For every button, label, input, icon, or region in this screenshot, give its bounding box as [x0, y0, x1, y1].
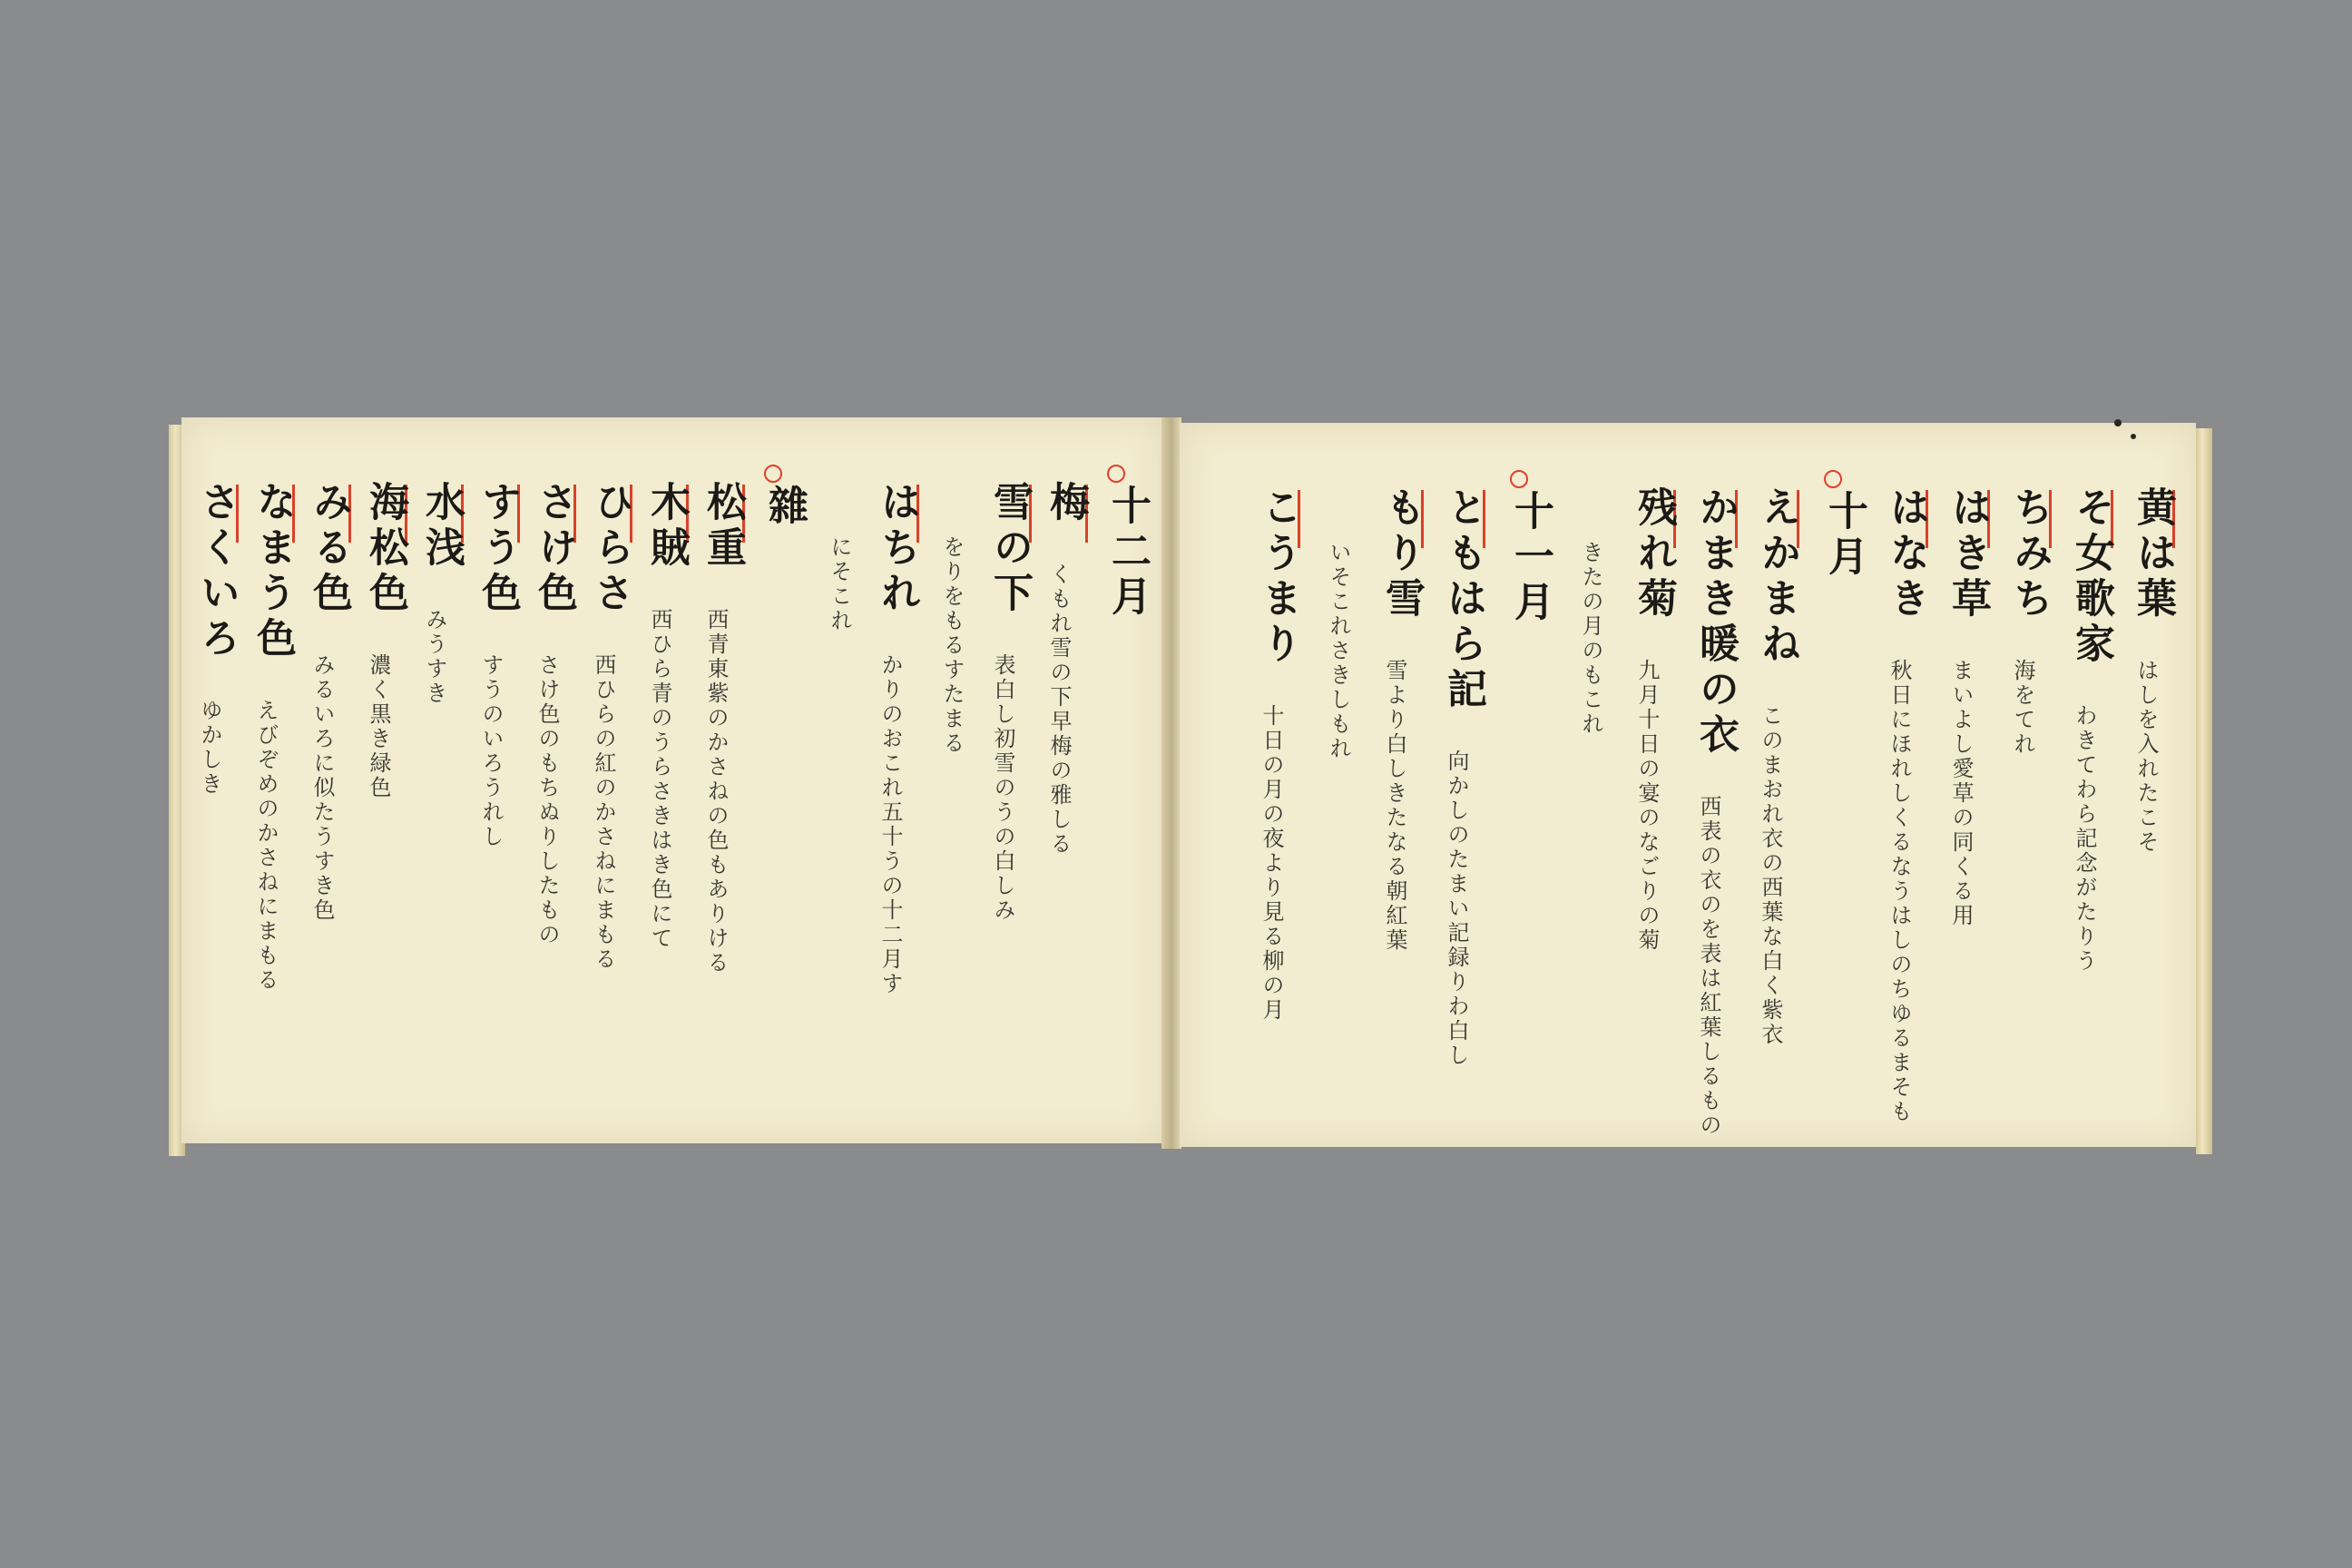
entry-term: 水浅 — [418, 481, 465, 572]
entry-term: さくいろ — [193, 481, 240, 662]
red-circle-mark — [1510, 470, 1528, 488]
entry-term: 残れ菊 — [1631, 486, 1677, 622]
entry-term: こうまり — [1255, 486, 1301, 668]
entry-term: はき草 — [1945, 486, 1991, 622]
ink-stain — [2131, 434, 2136, 439]
red-circle-mark — [1824, 470, 1842, 488]
entry-description: ゆかしき — [197, 699, 222, 797]
red-circle-mark — [764, 465, 782, 483]
ink-stain — [2114, 419, 2122, 426]
entry-description: にそこれ — [827, 535, 852, 633]
entry-description: きたの月のもこれ — [1578, 541, 1603, 737]
book-right-edge — [2196, 428, 2212, 1154]
right-page — [1180, 423, 2196, 1147]
entry-description: みるいろに似たうすき色 — [309, 653, 335, 923]
entry-term: 黄は葉 — [2130, 486, 2176, 622]
entry-description: 秋日にほれしくるなうはしのちゆるまそも — [1886, 659, 1912, 1124]
entry-description: このまおれ衣の西葉な白く紫衣 — [1758, 704, 1783, 1047]
entry-term: 海松色 — [362, 481, 408, 617]
entry-description: 西ひらの紅のかさねにまもる — [591, 653, 616, 972]
entry-description: みうすき — [422, 608, 447, 706]
entry-description: さけ色のもちぬりしたもの — [534, 653, 560, 947]
entry-description: いそこれさきしもれ — [1326, 541, 1351, 761]
section-heading: 雜 — [761, 485, 808, 530]
entry-description: かりのおこれ五十うの十二月す — [877, 653, 903, 996]
entry-term: はなき — [1883, 486, 1929, 622]
entry-term: 松重 — [700, 481, 746, 572]
entry-term: はちれ — [874, 481, 920, 617]
book-gutter — [1161, 417, 1181, 1149]
entry-description: まいよし愛草の同くる用 — [1948, 659, 1974, 928]
entry-term: すう色 — [475, 481, 521, 617]
entry-term: かまき暖の衣 — [1692, 486, 1739, 759]
entry-term: えかまね — [1754, 486, 1800, 668]
open-book — [181, 417, 2196, 1143]
red-circle-mark — [1107, 465, 1125, 483]
entry-description: 十日の月の夜より見る柳の月 — [1259, 704, 1284, 1023]
entry-description: 西ひら青のうらさきはき色にて — [647, 608, 672, 951]
entry-term: ともはら記 — [1440, 486, 1486, 713]
entry-description: 表白し初雪のうの白しみ — [990, 653, 1015, 923]
entry-term: ちみち — [2006, 486, 2053, 622]
month-heading: 十一月 — [1507, 490, 1553, 626]
entry-description: 九月十日の宴のなごりの菊 — [1634, 659, 1660, 953]
entry-term: さけ色 — [531, 481, 577, 617]
entry-term: みる色 — [306, 481, 352, 617]
entry-description: 西青東紫のかさねの色もありける — [703, 608, 729, 975]
left-page — [181, 417, 1164, 1143]
entry-term: もり雪 — [1378, 486, 1425, 622]
entry-description: 雪より白しきたなる朝紅葉 — [1382, 659, 1407, 953]
entry-description: 向かしのたまい記録りわ白し — [1444, 750, 1469, 1068]
entry-description: えびぞめのかさねにまもる — [253, 699, 279, 993]
month-heading: 十二月 — [1104, 485, 1151, 621]
entry-description: 濃く黒き緑色 — [366, 653, 391, 800]
month-heading: 十月 — [1821, 490, 1867, 581]
entry-description: くもれ雪の下早梅の雅しる — [1046, 563, 1072, 857]
entry-term: 木賊 — [643, 481, 690, 572]
entry-description: をりをもるすたまる — [939, 535, 965, 756]
entry-description: はしを入れたこそ — [2133, 659, 2159, 855]
entry-term: 梅 — [1043, 481, 1089, 526]
entry-term: そ女歌家 — [2068, 486, 2114, 668]
entry-term: 雪の下 — [986, 481, 1033, 617]
entry-term: ひらさ — [587, 481, 633, 617]
entry-term: なまう色 — [250, 481, 296, 662]
entry-description: 西表の衣のを表は紅葉しるもの — [1696, 795, 1721, 1138]
entry-description: わきてわら記念がたりう — [2072, 704, 2097, 974]
entry-description: すうのいろうれし — [478, 653, 504, 849]
entry-description: 海をてれ — [2010, 659, 2035, 757]
